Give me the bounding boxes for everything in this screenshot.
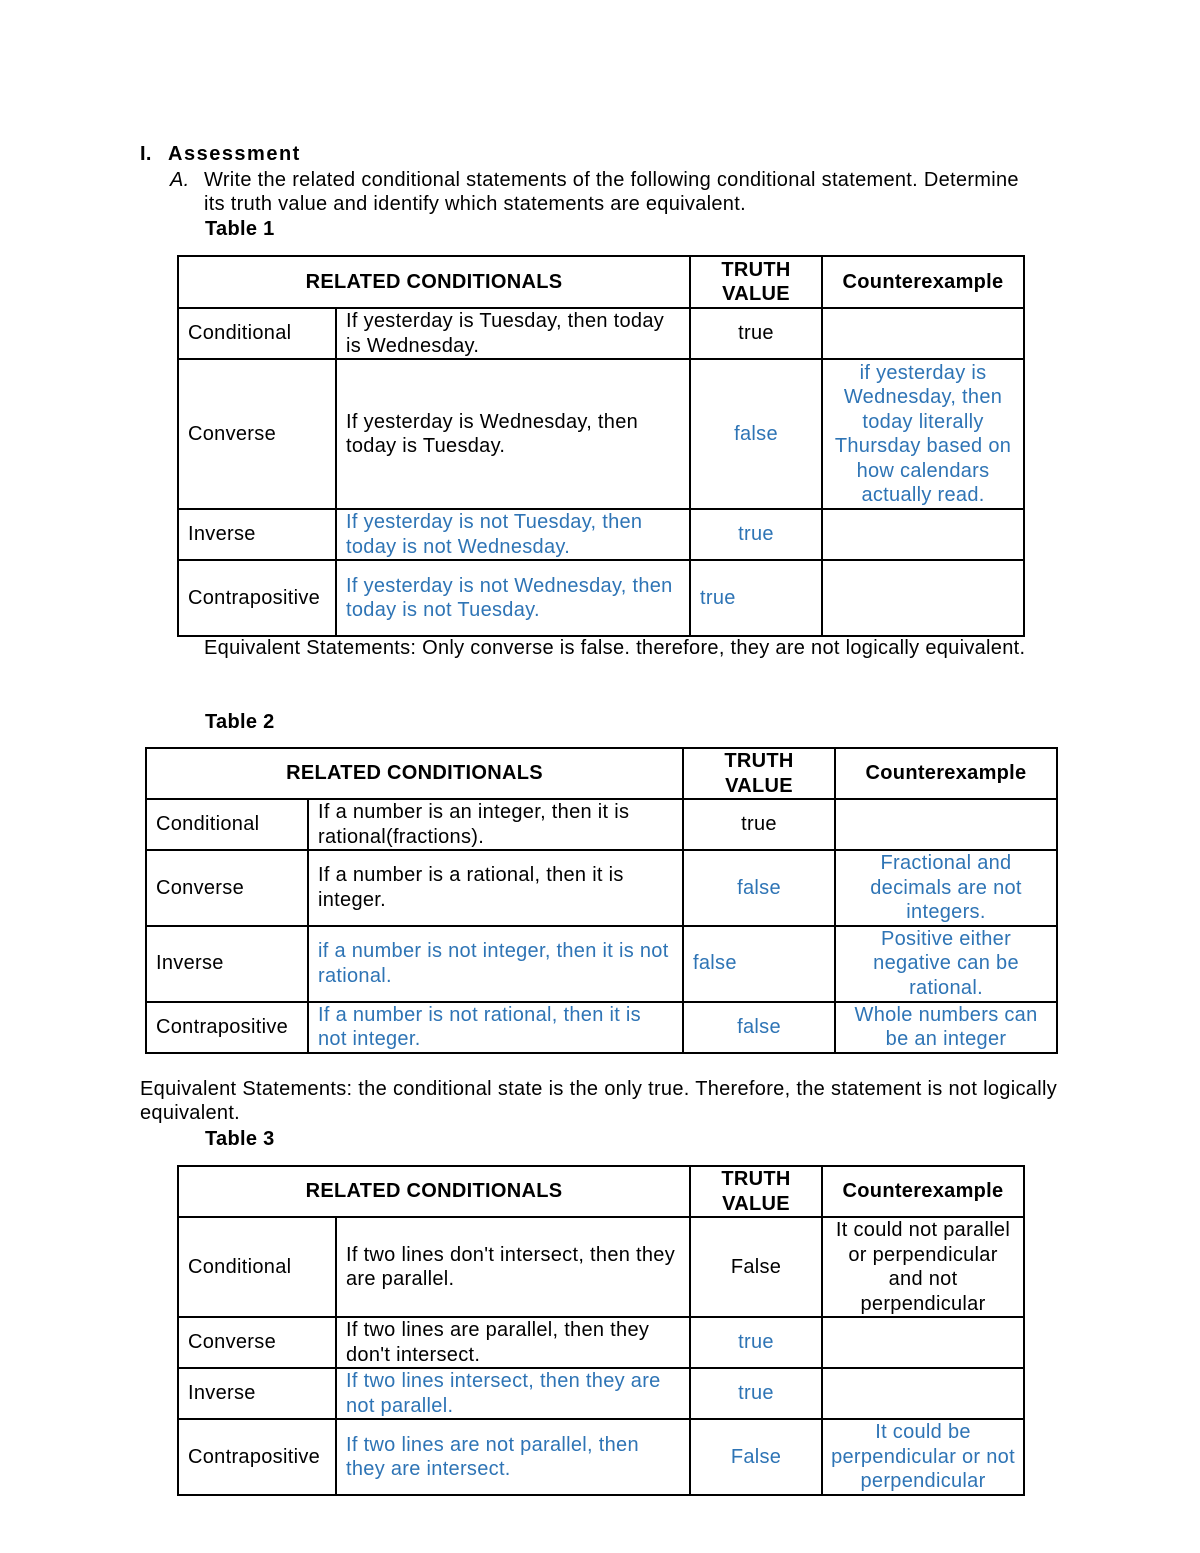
row-truth: false: [690, 359, 822, 509]
row-label: Inverse: [146, 926, 308, 1002]
row-truth: false: [683, 926, 835, 1002]
row-statement: If yesterday is Tuesday, then today is Wednesday.: [336, 308, 690, 359]
table-row: [146, 926, 1057, 1002]
table1-header-counter: Counterexample: [822, 256, 1024, 308]
row-truth: False: [690, 1217, 822, 1317]
table-row: [178, 1419, 1024, 1495]
table3-header-related: RELATED CONDITIONALS: [178, 1166, 690, 1217]
row-truth: true: [690, 308, 822, 359]
row-counterexample: [822, 1368, 1024, 1419]
row-truth: false: [683, 1002, 835, 1053]
table2-equivalent-note: Equivalent Statements: the conditional state is the only true. Therefore, the statement is not logically equivalent.: [140, 1078, 1057, 1124]
row-statement: If a number is an integer, then it is rational(fractions).: [308, 799, 683, 850]
table2-caption: Table 2: [205, 711, 275, 733]
table-row: [178, 1368, 1024, 1419]
row-counterexample: [822, 560, 1024, 636]
row-label: Contrapositive: [178, 1419, 336, 1495]
table-row: [178, 560, 1024, 636]
row-truth: true: [683, 799, 835, 850]
row-truth: False: [690, 1419, 822, 1495]
row-counterexample: It could not parallel or perpendicular and not perpendicular: [822, 1217, 1024, 1317]
row-statement: If two lines are not parallel, then they are intersect.: [336, 1419, 690, 1495]
row-counterexample: Positive either negative can be rational.: [835, 926, 1057, 1002]
row-counterexample: [822, 308, 1024, 359]
table3-header-truth: TRUTH VALUE: [690, 1166, 822, 1217]
table2: [145, 747, 1058, 1054]
table-row: [146, 1002, 1057, 1053]
row-label: Conditional: [178, 308, 336, 359]
row-label: Conditional: [178, 1217, 336, 1317]
row-statement: If yesterday is not Wednesday, then today is not Tuesday.: [336, 560, 690, 636]
table2-header-counter: Counterexample: [835, 748, 1057, 799]
table-row: [178, 1217, 1024, 1317]
section-number: I.: [140, 143, 152, 165]
row-statement: If two lines are parallel, then they don't intersect.: [336, 1317, 690, 1368]
row-counterexample: [822, 1317, 1024, 1368]
row-truth: true: [690, 560, 822, 636]
row-counterexample: if yesterday is Wednesday, then today literally Thursday based on how calendars actually read.: [822, 359, 1024, 509]
row-statement: If two lines intersect, then they are not parallel.: [336, 1368, 690, 1419]
table3-header-counter: Counterexample: [822, 1166, 1024, 1217]
row-counterexample: It could be perpendicular or not perpendicular: [822, 1419, 1024, 1495]
table3-caption: Table 3: [205, 1128, 275, 1150]
row-label: Contrapositive: [146, 1002, 308, 1053]
row-statement: if a number is not integer, then it is not rational.: [308, 926, 683, 1002]
table2-header-truth: TRUTH VALUE: [683, 748, 835, 799]
row-counterexample: [822, 509, 1024, 560]
table-row: [146, 799, 1057, 850]
row-truth: true: [690, 1368, 822, 1419]
table-row: [178, 359, 1024, 509]
row-statement: If a number is not rational, then it is not integer.: [308, 1002, 683, 1053]
instruction-line-1: Write the related conditional statements of the following conditional statement. Determine: [204, 169, 1019, 191]
table-row: [178, 509, 1024, 560]
sub-letter: A.: [170, 169, 190, 191]
table-row: [146, 850, 1057, 926]
row-counterexample: Whole numbers can be an integer: [835, 1002, 1057, 1053]
row-counterexample: Fractional and decimals are not integers.: [835, 850, 1057, 926]
row-label: Inverse: [178, 1368, 336, 1419]
table1: [177, 255, 1025, 637]
row-statement: If yesterday is not Tuesday, then today is not Wednesday.: [336, 509, 690, 560]
table-row: [178, 308, 1024, 359]
row-label: Converse: [178, 359, 336, 509]
table2-header-related: RELATED CONDITIONALS: [146, 748, 683, 799]
row-statement: If yesterday is Wednesday, then today is Tuesday.: [336, 359, 690, 509]
row-label: Inverse: [178, 509, 336, 560]
table1-header-related: RELATED CONDITIONALS: [178, 256, 690, 308]
table1-header-truth: TRUTH VALUE: [690, 256, 822, 308]
table1-caption: Table 1: [205, 218, 275, 240]
row-statement: If two lines don't intersect, then they are parallel.: [336, 1217, 690, 1317]
section-title: Assessment: [168, 143, 301, 165]
instruction-line-2: its truth value and identify which statements are equivalent.: [204, 193, 746, 215]
row-truth: false: [683, 850, 835, 926]
row-truth: true: [690, 509, 822, 560]
row-statement: If a number is a rational, then it is integer.: [308, 850, 683, 926]
row-truth: true: [690, 1317, 822, 1368]
row-label: Converse: [146, 850, 308, 926]
table1-equivalent-note: Equivalent Statements: Only converse is false. therefore, they are not logically equivalent.: [204, 637, 1026, 659]
table-row: [178, 1317, 1024, 1368]
row-label: Conditional: [146, 799, 308, 850]
table3: [177, 1165, 1025, 1496]
row-label: Converse: [178, 1317, 336, 1368]
row-counterexample: [835, 799, 1057, 850]
row-label: Contrapositive: [178, 560, 336, 636]
